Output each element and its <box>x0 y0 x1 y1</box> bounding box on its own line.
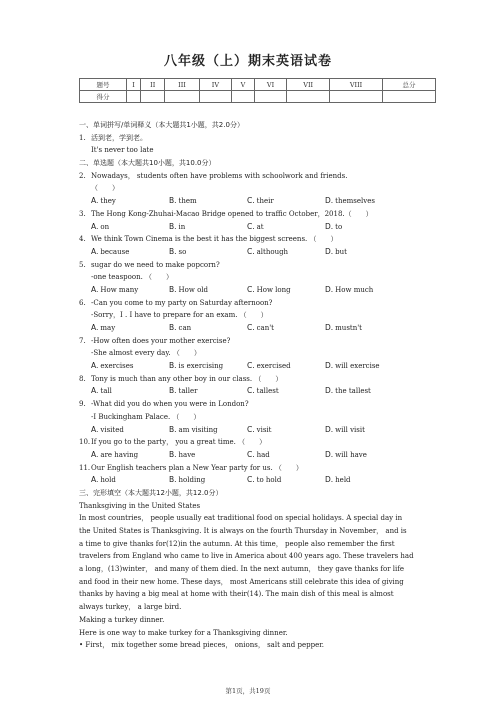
cloze-line: always turkey， a large bird. <box>79 603 182 612</box>
option-letter: A. <box>91 386 99 396</box>
question-number: 6. <box>79 298 86 307</box>
option-letter: A. <box>91 221 99 231</box>
answer-option[interactable] <box>91 284 169 297</box>
option-text: visited <box>100 425 124 434</box>
question-number: 5. <box>79 260 86 269</box>
option-letter: D. <box>325 196 334 206</box>
answer-options <box>79 385 441 398</box>
option-text: tallest <box>256 387 279 396</box>
question-stem: Our English teachers plan a New Year party for us. （ ） <box>91 463 303 472</box>
option-text: can't <box>256 324 274 332</box>
cloze-after-line: Making a turkey dinner. <box>79 615 165 624</box>
question-stem-continued: -She almost every day. （ ） <box>91 349 201 358</box>
answer-option[interactable] <box>91 424 169 437</box>
score-value-row <box>80 91 436 103</box>
score-cell[interactable] <box>199 91 232 103</box>
answer-option[interactable] <box>169 284 247 297</box>
option-text: exercises <box>100 362 134 371</box>
answer-options <box>79 474 441 487</box>
option-text: How old <box>178 285 209 294</box>
option-text: to <box>335 222 343 231</box>
cloze-line: and food in their new home. These days， most Americans still celebrate this idea of giving <box>79 577 404 586</box>
page-footer: 第1页，共19页 <box>225 687 271 695</box>
question-number: 9. <box>79 400 86 409</box>
question-stem-continued: -I Buckingham Palace. （ ） <box>91 412 201 421</box>
option-letter: D. <box>325 386 334 396</box>
answer-option[interactable] <box>91 385 169 398</box>
score-header-cell: 总分 <box>383 79 436 91</box>
question-4 <box>79 233 441 246</box>
option-letter: C. <box>247 246 255 256</box>
option-letter: D. <box>325 284 334 294</box>
option-text: the tallest <box>335 387 371 396</box>
option-letter: B. <box>169 361 177 371</box>
answer-option[interactable] <box>247 360 325 373</box>
answer-options <box>79 221 441 234</box>
exam-body <box>79 119 441 652</box>
score-header-cell: II <box>141 79 165 91</box>
question-number: 11. <box>79 463 91 472</box>
option-text: will exercise <box>335 362 380 371</box>
option-letter: C. <box>247 323 255 332</box>
score-cell[interactable] <box>141 91 165 103</box>
option-letter: A. <box>91 475 99 485</box>
option-letter: B. <box>169 246 177 256</box>
option-letter: D. <box>325 246 334 256</box>
score-header-cell: III <box>165 79 199 91</box>
option-letter: C. <box>247 361 255 371</box>
option-letter: D. <box>325 475 334 485</box>
question-6 <box>79 297 441 310</box>
option-text: How long <box>256 285 291 294</box>
cloze-line: a time to give thanks for(12)in the autumn. At this time， people also remember the first <box>79 539 395 548</box>
option-text: have <box>178 450 196 459</box>
question-7 <box>79 335 441 348</box>
option-text: taller <box>178 387 198 396</box>
answer-option[interactable] <box>325 449 403 462</box>
option-letter: B. <box>169 196 177 206</box>
option-text: but <box>335 247 347 256</box>
score-header-cell: VII <box>287 79 330 91</box>
option-text: on <box>100 222 110 231</box>
question-stem: The Hong Kong-Zhuhai-Macao Bridge opened to traffic October，2018.（ ） <box>91 209 373 218</box>
option-letter: B. <box>169 449 177 459</box>
score-cell[interactable] <box>127 91 141 103</box>
answer-option[interactable] <box>247 474 325 487</box>
score-header-cell: V <box>232 79 254 91</box>
option-text: How much <box>335 285 374 294</box>
question-stem: If you go to the party， you a great time. （ ） <box>91 438 267 447</box>
question-number: 3. <box>79 209 86 218</box>
option-letter: A. <box>91 361 99 371</box>
option-text: How many <box>100 285 139 294</box>
answer-option[interactable] <box>247 385 325 398</box>
cloze-title: Thanksgiving in the United States <box>79 501 201 510</box>
score-cell[interactable] <box>287 91 330 103</box>
question-number: 10. <box>79 438 91 447</box>
option-letter: B. <box>169 475 177 485</box>
question-stem: sugar do we need to make popcorn? <box>91 260 220 269</box>
option-letter: C. <box>247 284 255 294</box>
option-letter: B. <box>169 386 177 396</box>
answer-option[interactable] <box>91 360 169 373</box>
option-text: is exercising <box>178 362 224 371</box>
option-text: although <box>256 247 289 256</box>
option-letter: C. <box>247 475 255 485</box>
question-stem: 活到老，学到老。 <box>91 133 147 142</box>
question-stem-continued: （ ） <box>91 184 119 193</box>
question-stem: Tony is much than any other boy in our class. （ ） <box>91 374 283 383</box>
option-letter: B. <box>169 284 177 294</box>
option-text: them <box>178 197 197 206</box>
option-letter: A. <box>91 284 99 294</box>
cloze-line: travelers from England who came to live in America about 400 years ago. These travelers had <box>79 552 414 561</box>
question-number: 1. <box>79 133 86 142</box>
option-letter: D. <box>325 449 334 459</box>
answer-options <box>79 284 441 297</box>
answer-option[interactable] <box>325 221 403 234</box>
answer-option[interactable] <box>91 246 169 259</box>
answer-option[interactable] <box>325 284 403 297</box>
score-header-cell: I <box>127 79 141 91</box>
option-text: will have <box>335 450 367 459</box>
score-header-cell: VI <box>254 79 287 91</box>
question-1-answer: It's never too late <box>91 146 154 155</box>
answer-option[interactable] <box>247 246 325 259</box>
cloze-after-line: • First， mix together some bread pieces， onions， salt and pepper. <box>79 641 325 650</box>
option-letter: A. <box>91 196 99 206</box>
cloze-after-line: Here is one way to make turkey for a Thanksgiving dinner. <box>79 628 288 637</box>
question-stem: Nowadays， students often have problems with schoolwork and friends. <box>91 171 348 180</box>
option-letter: C. <box>247 449 255 459</box>
score-header-cell: VIII <box>330 79 383 91</box>
option-text: so <box>178 247 187 256</box>
answer-option[interactable] <box>91 449 169 462</box>
option-letter: D. <box>325 323 334 332</box>
option-letter: C. <box>247 424 255 434</box>
option-letter: A. <box>91 449 99 459</box>
answer-option[interactable] <box>91 195 169 208</box>
answer-option[interactable] <box>91 221 169 234</box>
answer-option[interactable] <box>91 474 169 487</box>
option-letter: D. <box>325 361 334 371</box>
question-10 <box>79 436 441 449</box>
option-text: their <box>256 197 274 206</box>
option-letter: C. <box>247 221 255 231</box>
option-text: held <box>335 476 351 485</box>
answer-option[interactable] <box>325 360 403 373</box>
option-letter: C. <box>247 386 255 396</box>
answer-option[interactable] <box>325 474 403 487</box>
option-text: tall <box>100 387 112 396</box>
option-letter: D. <box>325 221 334 231</box>
option-text: at <box>256 222 264 231</box>
option-text: mustn't <box>335 324 362 332</box>
option-letter: B. <box>169 221 177 231</box>
question-stem: -Can you come to my party on Saturday afternoon? <box>91 298 273 307</box>
question-number: 8. <box>79 374 86 383</box>
question-stem: -What did you do when you were in London? <box>91 400 249 409</box>
question-1 <box>79 132 441 145</box>
option-letter: B. <box>169 323 177 332</box>
option-text: will visit <box>335 425 365 434</box>
answer-option[interactable] <box>169 474 247 487</box>
option-text: they <box>100 197 116 206</box>
option-letter: B. <box>169 424 177 434</box>
question-number: 2. <box>79 171 86 180</box>
option-text: can <box>178 324 192 332</box>
score-cell[interactable] <box>232 91 254 103</box>
answer-option[interactable] <box>169 424 247 437</box>
cloze-line: thanks by having a big meal at home with their(14). The main dish of this meal is almost <box>79 590 394 599</box>
question-stem: We think Town Cinema is the best it has the biggest screens. （ ） <box>91 235 338 244</box>
answer-option[interactable] <box>169 449 247 462</box>
option-text: exercised <box>256 362 291 371</box>
answer-option[interactable] <box>169 246 247 259</box>
option-letter: A. <box>91 323 99 332</box>
question-2 <box>79 170 441 183</box>
score-cell[interactable] <box>254 91 287 103</box>
question-number: 7. <box>79 336 86 345</box>
option-letter: C. <box>247 196 255 206</box>
answer-option[interactable] <box>169 360 247 373</box>
question-stem-continued: -Sorry，I . I have to prepare for an exam. （ ） <box>91 311 268 320</box>
option-letter: A. <box>91 424 99 434</box>
option-text: are having <box>100 450 139 459</box>
option-text: in <box>178 222 186 231</box>
question-stem-continued: -one teaspoon. （ ） <box>91 273 174 282</box>
answer-option[interactable] <box>325 195 403 208</box>
option-text: am visiting <box>178 425 218 434</box>
question-11 <box>79 462 441 475</box>
question-8 <box>79 373 441 386</box>
answer-option[interactable] <box>325 246 403 259</box>
score-cell[interactable] <box>383 91 436 103</box>
cloze-line: the United States is Thanksgiving. It is always on the fourth Thursday in November， and is <box>79 527 407 535</box>
cloze-line: a long，(13)winter， and many of them died. In the next autumn， they gave thanks for life <box>79 565 404 574</box>
answer-options <box>79 449 441 462</box>
score-header-cell: 题号 <box>80 79 127 91</box>
score-cell[interactable] <box>330 91 383 103</box>
score-row-label: 得分 <box>80 91 127 103</box>
option-text: themselves <box>335 197 375 206</box>
score-cell[interactable] <box>165 91 199 103</box>
cloze-line: In most countries， people usually eat traditional food on special holidays. A special day in <box>79 514 403 523</box>
answer-option[interactable] <box>169 322 247 335</box>
answer-option[interactable] <box>247 424 325 437</box>
question-number: 4. <box>79 235 86 244</box>
option-text: hold <box>100 476 116 485</box>
question-5 <box>79 259 441 272</box>
option-text: to hold <box>256 476 282 485</box>
answer-option[interactable] <box>169 195 247 208</box>
answer-option[interactable] <box>169 221 247 234</box>
option-text: may <box>100 324 116 332</box>
question-9 <box>79 398 441 411</box>
answer-options <box>79 424 441 437</box>
option-text: because <box>100 247 130 256</box>
option-text: had <box>256 450 270 459</box>
answer-option[interactable] <box>325 385 403 398</box>
answer-option[interactable] <box>325 322 403 335</box>
score-header-row <box>80 79 436 91</box>
score-table <box>79 78 436 103</box>
answer-option[interactable] <box>91 322 169 335</box>
answer-option[interactable] <box>247 195 325 208</box>
option-letter: D. <box>325 424 334 434</box>
section-heading: 三、完形填空（本大题共12小题，共12.0分） <box>79 488 223 497</box>
score-header-cell: IV <box>199 79 232 91</box>
answer-option[interactable] <box>247 284 325 297</box>
answer-option[interactable] <box>169 385 247 398</box>
answer-option[interactable] <box>247 221 325 234</box>
option-text: holding <box>178 476 206 485</box>
section-heading: 一、单词拼写/单词释义（本大题共1小题，共2.0分） <box>79 121 244 129</box>
option-text: visit <box>256 425 272 434</box>
answer-option[interactable] <box>325 424 403 437</box>
answer-option[interactable] <box>247 322 325 335</box>
multiple-choice-list <box>79 170 441 487</box>
section-heading: 二、单选题（本大题共10小题，共10.0分） <box>79 159 216 168</box>
answer-options <box>79 246 441 259</box>
answer-options <box>79 322 441 335</box>
answer-options <box>79 360 441 373</box>
question-3 <box>79 208 441 221</box>
page-title: 八年级（上）期末英语试卷 <box>163 54 332 69</box>
option-letter: A. <box>91 246 99 256</box>
answer-options <box>79 195 441 208</box>
question-stem: -How often does your mother exercise? <box>91 336 231 345</box>
answer-option[interactable] <box>247 449 325 462</box>
